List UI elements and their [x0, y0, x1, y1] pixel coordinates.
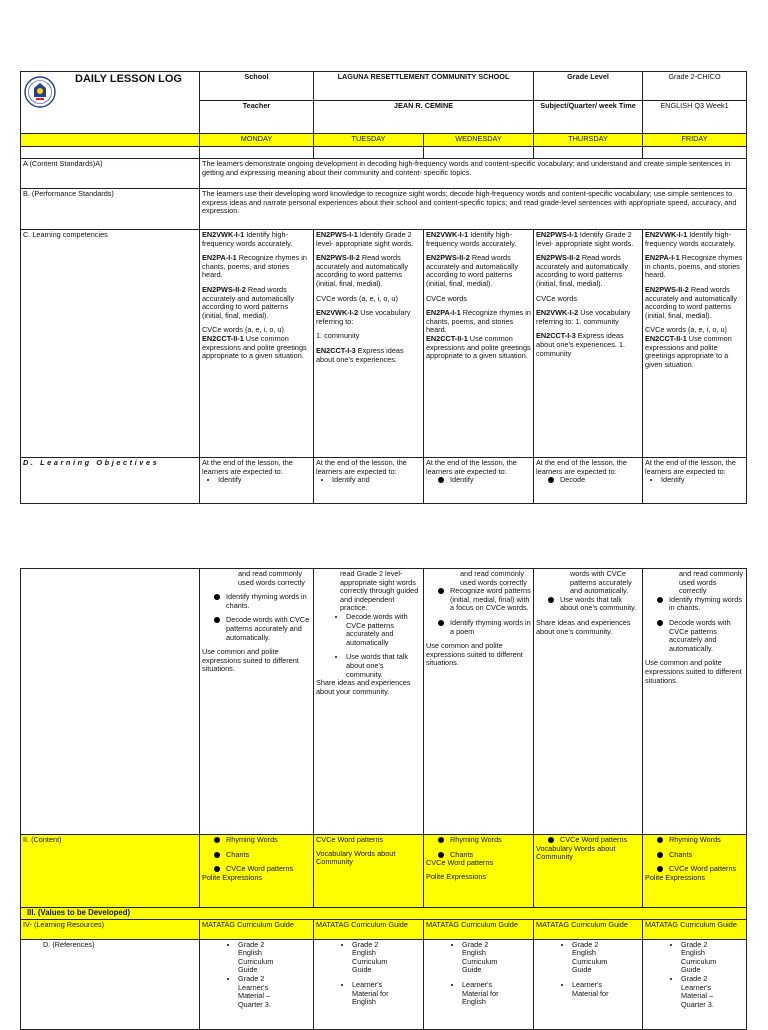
values-row [21, 908, 747, 920]
grade-level-value: Grade 2-CHICO [643, 72, 747, 101]
content-standards-text: The learners demonstrate ongoing development in decoding high-frequency words and content-specific vocabulary; and understand and create simple sentences in getting and expressing meaning about their community and content- specific topics. [200, 159, 747, 189]
resources-tuesday: MATATAG Curriculum Guide [314, 919, 424, 939]
header-logo-cell [21, 72, 200, 134]
teacher-value: JEAN R. CEMINE [314, 101, 534, 134]
day-wednesday: WEDNESDAY [424, 134, 534, 147]
day-tuesday: TUESDAY [314, 134, 424, 147]
competencies-friday: EN2VWK-I-1 Identify high- frequency words accurately. EN2PA-I-1 Recognize rhymes in chants, poems, and stories heard. EN2PWS-II-2 Read words accurately and automatically according to word patterns (initial, final, medial). CVCe words (a, e, i, o, u) EN2CCT-II-1 Use common expressions and polite greetings appropriate to a given situation. [643, 230, 747, 458]
resources-monday: MATATAG Curriculum Guide [200, 919, 314, 939]
content-standards-label: A (Content Standards)A) [21, 159, 200, 189]
deped-seal-icon [24, 76, 56, 108]
resources-friday: MATATAG Curriculum Guide [643, 919, 747, 939]
content-monday: Rhyming Words Chants CVCe Word patterns Polite Expressions [200, 835, 314, 908]
competencies-tuesday: EN2PWS-I-1 Identify Grade 2 level- appropriate sight words. EN2PWS-II-2 Read words accurately and automatically according to word patterns (initial, final, medial). CVCe words (a, e, i, o, u) EN2VWK-I-2 Use vocabulary referring to: 1. community EN2CCT-I-3 Express ideas about one's experiences. [314, 230, 424, 458]
resources-row [21, 919, 747, 939]
competencies-label: C. Learning competencies [21, 230, 200, 458]
objectives-continued-label [21, 569, 200, 835]
day-monday: MONDAY [200, 134, 314, 147]
school-label: School [200, 72, 314, 101]
content-row [21, 835, 747, 908]
lesson-log-page-2 [20, 568, 746, 1030]
objectives-cont-thursday: words with CVCe patterns accurately and automatically. Use words that talk about one's community. Share ideas and experiences about one's community. [534, 569, 643, 835]
objectives-cont-friday: and read commonly used words correctly Identify rhyming words in chants. Decode words with CVCe patterns accurately and automatically. Use common and polite expressions suited to different situations. [643, 569, 747, 835]
teacher-label: Teacher [200, 101, 314, 134]
references-friday: • Grade 2 English Curriculum Guide • Grade 2 Learner's Material – Quarter 3. [643, 939, 747, 1029]
content-standards-row [21, 159, 747, 189]
lesson-log-table-1 [20, 71, 747, 504]
references-row [21, 939, 747, 1029]
competencies-thursday: EN2PWS-I-1 Identify Grade 2 level- appropriate sight words. EN2PWS-II-2 Read words accurately and automatically according to word patterns (initial, final, medial). CVCe words EN2VWK-I-2 Use vocabulary referring to: 1. community EN2CCT-I-3 Express ideas about one's experiences. 1. community [534, 230, 643, 458]
references-thursday: • Grade 2 English Curriculum Guide • Learner's Material for [534, 939, 643, 1029]
days-row-blank [21, 134, 200, 147]
subject-quarter-value: ENGLISH Q3 Week1 [643, 101, 747, 134]
competencies-monday: EN2VWK-I-1 Identify high- frequency words accurately. EN2PA-I-1 Recognize rhymes in chants, poems, and stories heard. EN2PWS-II-2 Read words accurately and automatically according to word patterns (initial, final, medial). CVCe words (a, e, i, o, u) EN2CCT-II-1 Use common expressions and polite greetings appropriate to a given situation. [200, 230, 314, 458]
references-label: D. (References) [21, 939, 200, 1029]
content-tuesday: CVCe Word patterns Vocabulary Words about Community [314, 835, 424, 908]
days-row [21, 134, 747, 147]
content-label: II. (Content) [21, 835, 200, 908]
objectives-monday: At the end of the lesson, the learners are expected to: • Identify [200, 458, 314, 504]
page-title: DAILY LESSON LOG [75, 73, 182, 85]
objectives-friday: At the end of the lesson, the learners are expected to: • Identify [643, 458, 747, 504]
objectives-tuesday: At the end of the lesson, the learners are expected to: • Identify and [314, 458, 424, 504]
resources-wednesday: MATATAG Curriculum Guide [424, 919, 534, 939]
content-thursday: CVCe Word patterns Vocabulary Words about Community [534, 835, 643, 908]
performance-standards-row [21, 189, 747, 230]
references-tuesday: • Grade 2 English Curriculum Guide • Learner's Material for English [314, 939, 424, 1029]
content-friday: Rhyming Words Chants CVCe Word patterns Polite Expressions [643, 835, 747, 908]
objectives-cont-tuesday: read Grade 2 level- appropriate sight words correctly through guided and independent practice. • Decode words with CVCe patterns accurately and automatically • Use words that talk about one's community. Share ideas and experiences about your community. [314, 569, 424, 835]
references-monday: • Grade 2 English Curriculum Guide • Grade 2 Learner's Material – Quarter 3. [200, 939, 314, 1029]
day-thursday: THURSDAY [534, 134, 643, 147]
resources-label: IV- (Learning Resources) [21, 919, 200, 939]
performance-standards-label: B. (Performance Standards) [21, 189, 200, 230]
spacer-row [21, 147, 747, 159]
objectives-wednesday: At the end of the lesson, the learners are expected to: Identify [424, 458, 534, 504]
performance-standards-text: The learners use their developing word knowledge to recognize sight words; decode high-frequency words and content-specific vocabulary; use simple sentences to express ideas and narrate personal experiences about their school and content-specific topics; and read grade-level sentences with appropriate speed, accuracy, and expression. [200, 189, 747, 230]
objectives-label: D. Learning Objectives [21, 458, 200, 504]
competencies-wednesday: EN2VWK-I-1 Identify high- frequency words accurately. EN2PWS-II-2 Read words accurately and automatically according to word patterns (initial, final, medial). CVCe words EN2PA-I-1 Recognize rhymes in chants, poems, and stories heard. EN2CCT-II-1 Use common expressions and polite greetings appropriate to a given situation. [424, 230, 534, 458]
competencies-row [21, 230, 747, 458]
objectives-thursday: At the end of the lesson, the learners are expected to: Decode [534, 458, 643, 504]
lesson-log-table-2 [20, 568, 747, 1030]
objectives-cont-monday: and read commonly used words correctly Identify rhyming words in chants. Decode words with CVCe patterns accurately and automatically. Use common and polite expressions suited to different situations. [200, 569, 314, 835]
resources-thursday: MATATAG Curriculum Guide [534, 919, 643, 939]
subject-quarter-label: Subject/Quarter/ week Time [534, 101, 643, 134]
objectives-continued-row [21, 569, 747, 835]
values-label: III. (Values to be Developed) [21, 908, 747, 920]
content-wednesday: Rhyming Words Chants CVCe Word patterns Polite Expressions [424, 835, 534, 908]
lesson-log-page-1 [20, 71, 746, 504]
grade-level-label: Grade Level [534, 72, 643, 101]
objectives-row [21, 458, 747, 504]
day-friday: FRIDAY [643, 134, 747, 147]
school-value: LAGUNA RESETTLEMENT COMMUNITY SCHOOL [314, 72, 534, 101]
references-wednesday: • Grade 2 English Curriculum Guide • Learner's Material for English [424, 939, 534, 1029]
objectives-cont-wednesday: and read commonly used words correctly Recognize word patterns (initial, medial, final) with a focus on CVCe words. Identify rhyming words in a poem Use common and polite expressions suited to different situations. [424, 569, 534, 835]
